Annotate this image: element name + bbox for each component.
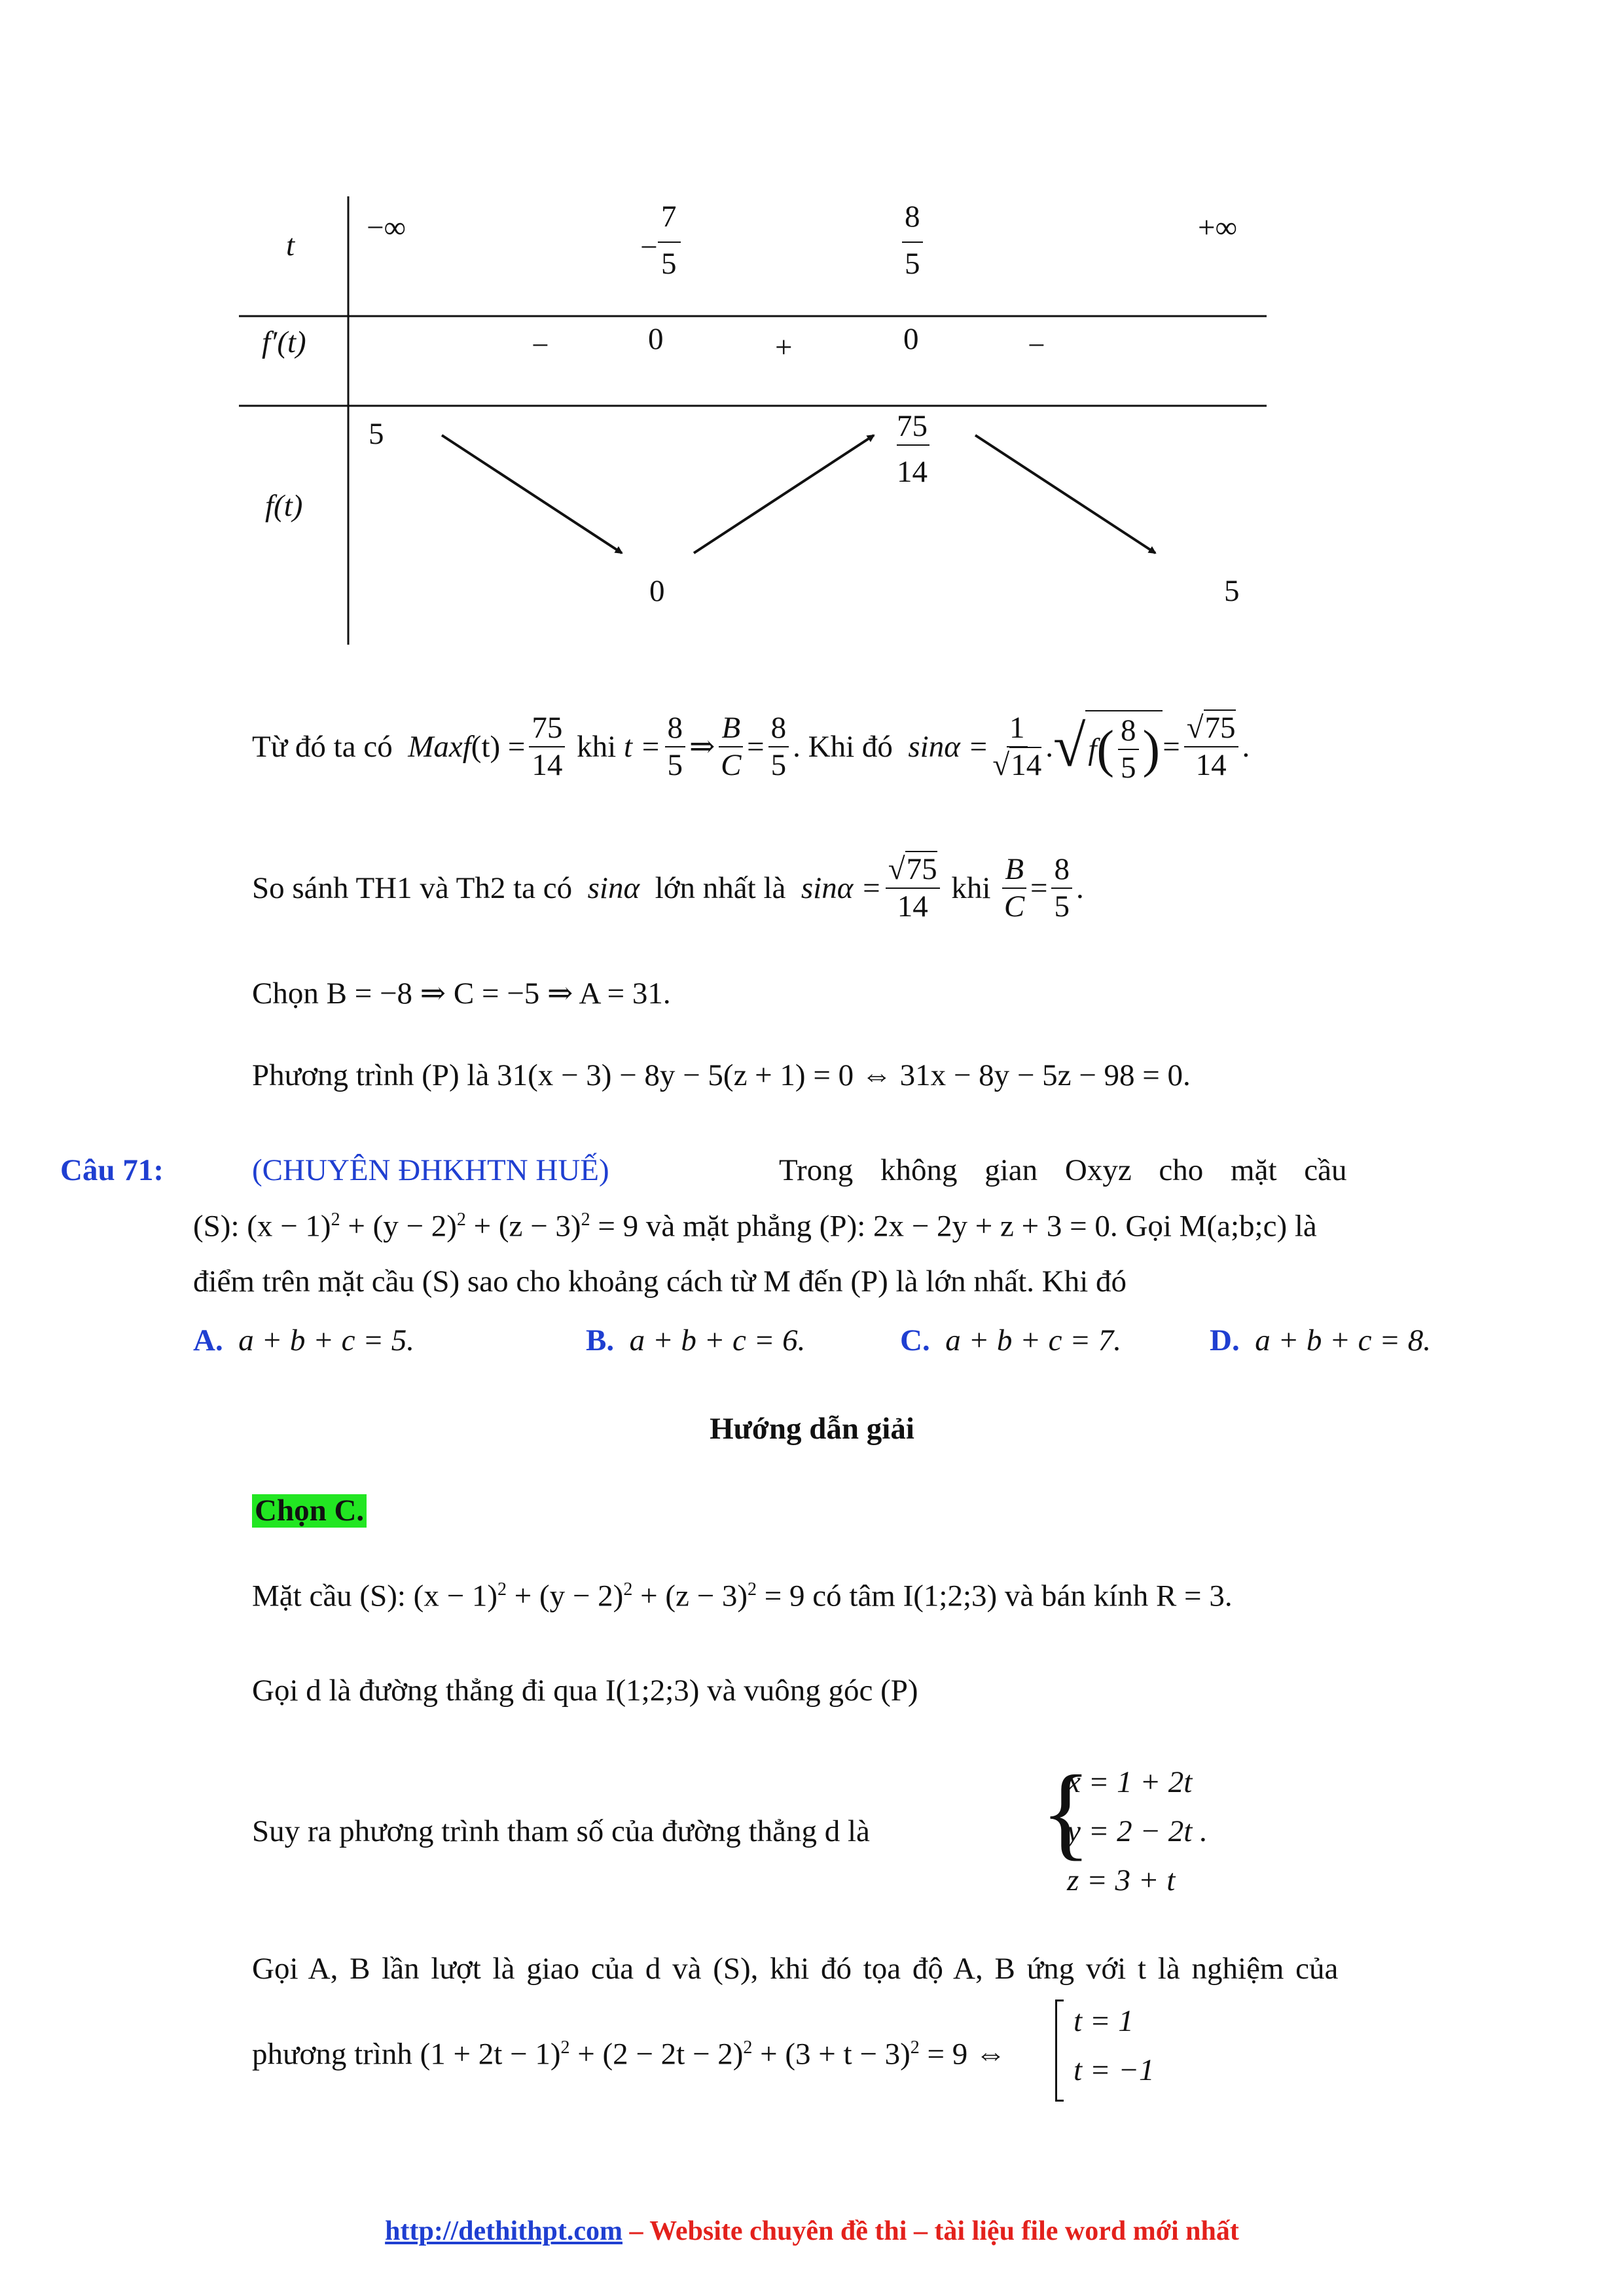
option-b-label: B. (586, 1323, 615, 1357)
fprime-sign-2: + (775, 331, 793, 365)
den: 14 (532, 748, 563, 782)
math-t2: t = (623, 729, 661, 764)
roots-bracket (1055, 2000, 1064, 2102)
seg: + (z − 3) (632, 1579, 748, 1613)
solution-line-5 (252, 2039, 1006, 2070)
sq: 2 (623, 1579, 633, 1600)
t-b-denominator: 5 (905, 247, 920, 281)
system-eq-1: x = 1 + 2t (1067, 1765, 1193, 1799)
sq: 2 (581, 1210, 590, 1230)
row-label-t: t (286, 228, 295, 262)
question-source: (CHUYÊN ĐHKHTN HUẾ) (252, 1153, 609, 1187)
eq: = (1030, 870, 1048, 905)
num: 8 (665, 713, 686, 747)
t-b-numerator: 8 (905, 200, 920, 234)
t-a-numerator: 7 (661, 200, 677, 234)
den: √14 (992, 748, 1042, 782)
math-f: f (1088, 732, 1097, 766)
frac-8-5 (1051, 854, 1072, 922)
root-1: t = 1 (1074, 2004, 1134, 2038)
den: 5 (1054, 889, 1070, 924)
frac-75-14 (529, 713, 565, 781)
sqrt-body (1085, 710, 1163, 783)
text: Từ đó ta có (252, 729, 393, 764)
row-label-f: f(t) (265, 489, 303, 523)
question-line-1: Trong không gian Oxyz cho mặt cầu (779, 1153, 1347, 1187)
frac-1-sqrt14 (992, 713, 1041, 781)
seg: + (z − 3) (465, 1209, 581, 1244)
frac-8-5 (665, 713, 686, 781)
den: 5 (1121, 751, 1136, 785)
option-b[interactable] (586, 1325, 805, 1356)
line-compare: So sánh TH1 và Th2 ta có sinα lớn nhất là sinα = $\frac{√75}{14}$ khi $\frac{B}{C}$ = $\frac{8}{5}$ . (252, 852, 1084, 924)
math-maxf: Maxf (408, 729, 471, 764)
paren-close: ) (1142, 721, 1161, 778)
solution-line-2: Gọi d là đường thẳng đi qua I(1;2;3) và vuông góc (P) (252, 1674, 918, 1708)
frac-b-c (719, 713, 743, 781)
dot: . (1045, 729, 1053, 764)
num: B (1002, 854, 1026, 889)
den: 5 (770, 748, 787, 782)
sqrt-sign: √ (1053, 714, 1086, 779)
num: 8 (1118, 715, 1139, 750)
seg: + (3 + t − 3) (752, 2037, 911, 2072)
text: lớn nhất là (655, 870, 786, 905)
eq: = (747, 729, 765, 764)
option-d-label: D. (1210, 1323, 1240, 1357)
system-eq-2: y = 2 − 2t . (1067, 1814, 1208, 1848)
den: C (721, 748, 742, 782)
sq: 2 (331, 1210, 340, 1230)
sqrt-75: 75 (1204, 711, 1236, 745)
t-a-denominator: 5 (661, 247, 677, 281)
sq: 2 (560, 2037, 570, 2058)
math-sin: sinα (587, 870, 640, 905)
fprime-zero-1: 0 (648, 322, 664, 356)
frac-sqrt75-14 (1184, 713, 1238, 781)
line-choose-b: Chọn B = −8 ⇒ C = −5 ⇒ A = 31. (252, 977, 671, 1011)
option-a-text: a + b + c = 5. (238, 1323, 414, 1357)
seg: + (y − 2) (507, 1579, 624, 1613)
frac-8-5-c (1118, 715, 1139, 783)
question-number: Câu 71: (60, 1153, 164, 1187)
arrow-decreasing-2 (975, 435, 1155, 553)
implies: ⇒ (689, 729, 715, 764)
question-line-2 (193, 1211, 1317, 1242)
seg: phương trình (1 + 2t − 1) (252, 2037, 561, 2072)
seg: (S): (x − 1) (193, 1209, 331, 1244)
num: B (719, 713, 743, 747)
t-minus-sign: − (640, 230, 658, 264)
sq: 2 (743, 2037, 753, 2058)
option-c-label: C. (900, 1323, 930, 1357)
num: 75 (529, 713, 565, 747)
line-plane-equation: Phương trình (P) là 31(x − 3) − 8y − 5(z + 1) = 0 ⇔ 31x − 8y − 5z − 98 = 0. (252, 1058, 1191, 1092)
root-2: t = −1 (1074, 2053, 1155, 2087)
option-a-label: A. (193, 1323, 223, 1357)
solution-line-1 (252, 1581, 1233, 1612)
solution-line-3: Suy ra phương trình tham số của đường thẳng d là (252, 1814, 870, 1848)
arrow-increasing (694, 435, 874, 553)
period: . (1242, 729, 1250, 764)
footer (0, 2215, 1624, 2247)
seg: + (2 − 2t − 2) (569, 2037, 744, 2072)
footer-text: – Website chuyên đề thi – tài liệu file word mới nhất (623, 2216, 1239, 2246)
question-line-3: điểm trên mặt cầu (S) sao cho khoảng cách từ M đến (P) là lớn nhất. Khi đó (193, 1265, 1127, 1299)
option-b-text: a + b + c = 6. (629, 1323, 806, 1357)
text: khi (577, 729, 617, 764)
seg: Mặt cầu (S): (x − 1) (252, 1579, 497, 1613)
seg: + (y − 2) (340, 1209, 457, 1244)
sqrt-75: 75 (906, 852, 937, 886)
math-sin: sinα = (801, 870, 882, 905)
num: 1 (1007, 713, 1028, 747)
num: √75 (1184, 713, 1238, 747)
text: khi (951, 870, 991, 905)
math-sin: sinα = (908, 729, 989, 764)
den: 5 (667, 748, 683, 782)
f-max-denominator: 14 (897, 455, 928, 489)
option-d-text: a + b + c = 8. (1255, 1323, 1431, 1357)
frac-b-c (1002, 854, 1026, 922)
text: . Khi đó (793, 729, 893, 764)
solution-choice: Chọn C. (252, 1494, 367, 1528)
num: 8 (1051, 854, 1072, 889)
num: 8 (768, 713, 789, 747)
sqrt-14: 14 (1011, 748, 1042, 782)
den: 14 (897, 889, 928, 924)
option-c-text: a + b + c = 7. (945, 1323, 1121, 1357)
fprime-sign-3: − (1028, 329, 1045, 363)
f-max-numerator: 75 (897, 409, 928, 443)
solution-heading: Hướng dẫn giải (710, 1412, 914, 1446)
t-neg-infinity: −∞ (367, 211, 406, 245)
row-label-fprime: f′(t) (262, 325, 306, 359)
option-a[interactable] (193, 1325, 414, 1356)
table-lines (0, 0, 1624, 655)
seg: = 9 có tâm I(1;2;3) và bán kính R = 3. (757, 1579, 1233, 1613)
den: 14 (1195, 748, 1227, 782)
arrow-decreasing-1 (442, 435, 622, 553)
seg: = 9 và mặt phẳng (P): 2x − 2y + z + 3 = 0. Gọi M(a;b;c) là (590, 1209, 1317, 1244)
sq: 2 (910, 2037, 920, 2058)
option-c[interactable] (900, 1325, 1121, 1356)
option-d[interactable] (1210, 1325, 1431, 1356)
footer-link[interactable]: http://dethithpt.com (385, 2216, 623, 2246)
line-max-f (252, 710, 1250, 783)
eq: = (1163, 729, 1180, 764)
f-left-value: 5 (369, 417, 384, 451)
system-eq-3: z = 3 + t (1067, 1863, 1176, 1897)
fprime-zero-2: 0 (903, 322, 919, 356)
frac-sqrt75-14 (886, 854, 940, 922)
frac-8-5-b (768, 713, 789, 781)
system-brace: { (1041, 1753, 1091, 1870)
seg: = 9 ⇔ (919, 2037, 1007, 2072)
f-right-value: 5 (1224, 574, 1240, 608)
den: C (1003, 889, 1025, 924)
solution-line-4: Gọi A, B lần lượt là giao của d và (S), khi đó tọa độ A, B ứng với t là nghiệm của (252, 1952, 1339, 1986)
f-min-value: 0 (649, 574, 665, 608)
sq: 2 (497, 1579, 507, 1600)
paren-open: ( (1096, 721, 1115, 778)
sq: 2 (748, 1579, 757, 1600)
text: So sánh TH1 và Th2 ta có (252, 870, 573, 905)
sq: 2 (456, 1210, 466, 1230)
num: √75 (886, 854, 940, 889)
fprime-sign-1: − (532, 329, 549, 363)
t-pos-infinity: +∞ (1198, 211, 1238, 245)
math-t: (t) = (471, 729, 526, 764)
